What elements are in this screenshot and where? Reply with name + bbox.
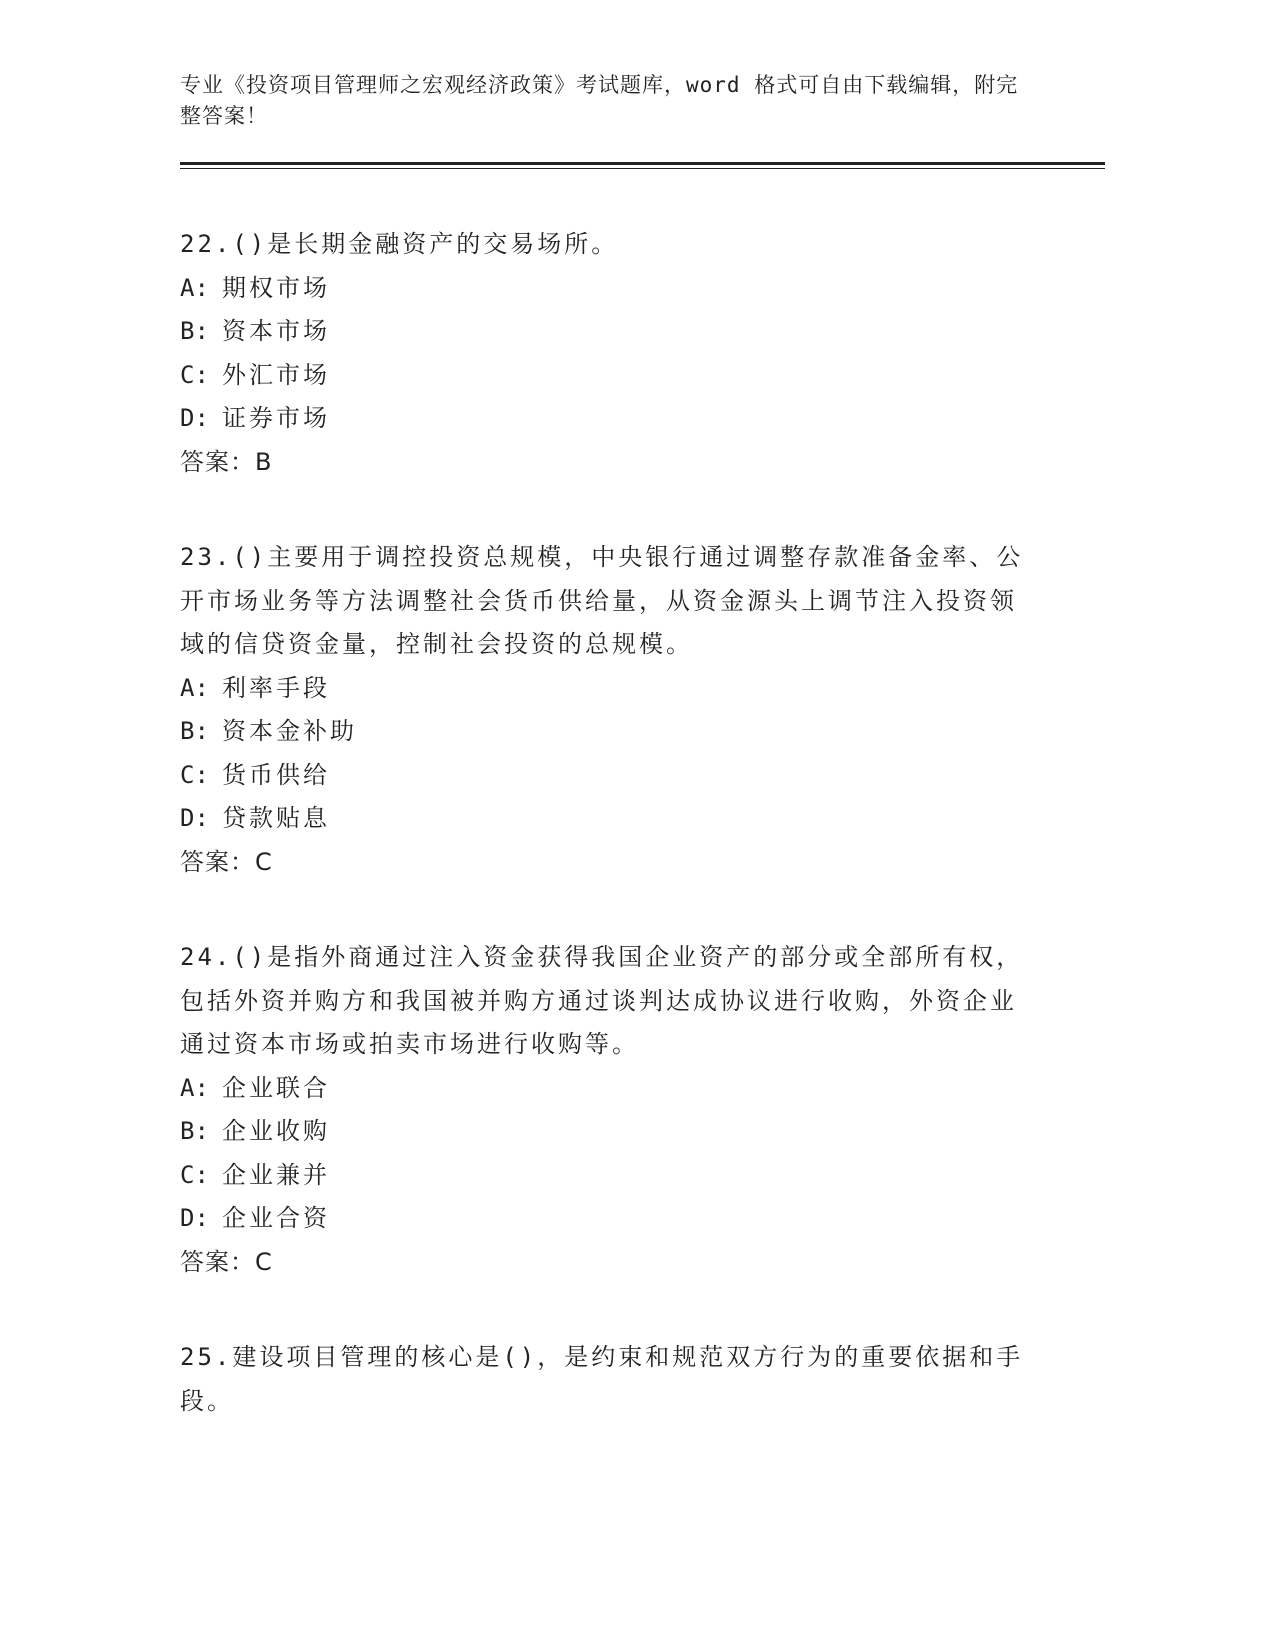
question-block bbox=[180, 936, 1110, 1284]
option-letter: A: bbox=[180, 273, 209, 302]
option-a bbox=[180, 667, 1110, 711]
option-d bbox=[180, 397, 1110, 441]
question-text: 24.()是指外商通过注入资金获得我国企业资产的部分或全部所有权，包括外资并购方和我国被并购方通过谈判达成协议进行收购，外资企业通过资本市场或拍卖市场进行收购等。 bbox=[180, 943, 1024, 1058]
option-b bbox=[180, 710, 1110, 754]
option-text: 企业兼并 bbox=[222, 1160, 330, 1189]
option-letter: B: bbox=[180, 317, 209, 345]
option-c bbox=[180, 354, 1110, 398]
header-divider bbox=[180, 162, 1105, 169]
option-text: 企业收购 bbox=[222, 1117, 330, 1145]
option-a bbox=[180, 1067, 1110, 1111]
option-letter: D: bbox=[180, 1204, 209, 1232]
option-letter: D: bbox=[180, 804, 209, 832]
option-text: 企业联合 bbox=[222, 1073, 330, 1102]
option-d bbox=[180, 797, 1110, 841]
option-letter: A: bbox=[180, 673, 209, 702]
question-text: 23.()主要用于调控投资总规模，中央银行通过调整存款准备金率、公开市场业务等方法调整社会货币供给量，从资金源头上调节注入投资领域的信贷资金量，控制社会投资的总规模。 bbox=[180, 543, 1024, 658]
option-letter: C: bbox=[180, 760, 209, 789]
question-block bbox=[180, 536, 1110, 884]
option-letter: D: bbox=[180, 404, 209, 432]
option-text: 企业合资 bbox=[222, 1204, 330, 1232]
option-text: 货币供给 bbox=[222, 760, 330, 789]
option-text: 资本市场 bbox=[222, 317, 330, 345]
option-text: 资本金补助 bbox=[222, 717, 357, 745]
answer-line: 答案：C bbox=[180, 847, 273, 876]
option-text: 期权市场 bbox=[222, 273, 330, 302]
option-a bbox=[180, 267, 1110, 311]
option-c bbox=[180, 754, 1110, 798]
answer-line: 答案：C bbox=[180, 1247, 273, 1276]
option-text: 利率手段 bbox=[222, 673, 330, 702]
option-text: 证券市场 bbox=[222, 404, 330, 432]
option-text: 外汇市场 bbox=[222, 360, 330, 389]
document-intro: 专业《投资项目管理师之宏观经济政策》考试题库，word 格式可自由下载编辑，附完整答案！ bbox=[180, 73, 1019, 128]
option-c bbox=[180, 1154, 1110, 1198]
option-b bbox=[180, 1110, 1110, 1154]
option-letter: A: bbox=[180, 1073, 209, 1102]
option-text: 贷款贴息 bbox=[222, 804, 330, 832]
option-letter: B: bbox=[180, 1117, 209, 1145]
question-block bbox=[180, 223, 1110, 484]
option-letter: C: bbox=[180, 360, 209, 389]
option-d bbox=[180, 1197, 1110, 1241]
option-b bbox=[180, 310, 1110, 354]
option-letter: B: bbox=[180, 717, 209, 745]
question-block bbox=[180, 1336, 1110, 1423]
document-page bbox=[180, 70, 1110, 1423]
answer-line: 答案：B bbox=[180, 447, 273, 476]
question-text: 22.()是长期金融资产的交易场所。 bbox=[180, 230, 619, 258]
option-letter: C: bbox=[180, 1160, 209, 1189]
question-text: 25.建设项目管理的核心是()，是约束和规范双方行为的重要依据和手段。 bbox=[180, 1343, 1024, 1415]
